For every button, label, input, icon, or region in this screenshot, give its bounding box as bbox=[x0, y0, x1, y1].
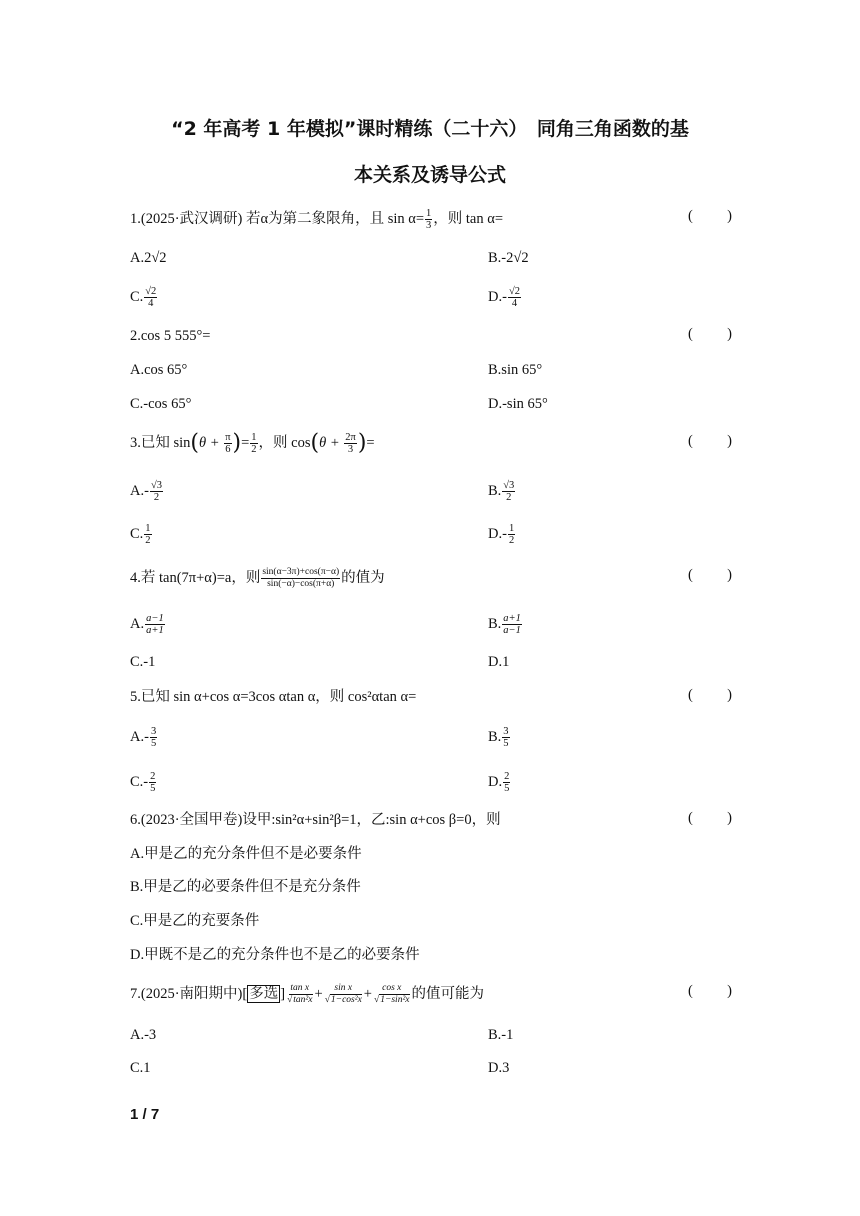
q7-option-d: D.3 bbox=[488, 1060, 510, 1076]
answer-bracket-5: ( ) bbox=[688, 687, 732, 703]
q6-option-d: D.甲既不是乙的充分条件也不是乙的必要条件 bbox=[130, 947, 420, 963]
q2-option-c: C.-cos 65° bbox=[130, 396, 192, 412]
question-5-stem: 5.已知 sin α+cos α=3cos αtan α，则 cos²αtan α= bbox=[130, 689, 417, 705]
q2-option-a: A.cos 65° bbox=[130, 362, 188, 378]
page-number: 1 / 7 bbox=[130, 1106, 160, 1123]
multi-select-tag: 多选 bbox=[249, 985, 279, 1002]
q5-option-c: C.- $\frac{2}{5}$ bbox=[130, 771, 156, 794]
question-6-stem: 6.(2023·全国甲卷)设甲:sin²α+sin²β=1，乙:sin α+cos β=0，则 bbox=[130, 812, 501, 828]
fraction: $\frac{1}{3}$ bbox=[426, 208, 432, 231]
q1-option-c: C. $\frac{√2}{4}$ bbox=[130, 286, 157, 309]
q5-option-b: B. $\frac{3}{5}$ bbox=[488, 726, 509, 749]
q1-option-d: D.- $\frac{√2}{4}$ bbox=[488, 286, 520, 309]
q2-option-d: D.-sin 65° bbox=[488, 396, 548, 412]
q6-option-b: B.甲是乙的必要条件但不是充分条件 bbox=[130, 879, 361, 895]
question-7-stem: 7.(2025·南阳期中)[ 多选 ] $\frac{\text{tan x}}{\text{√tan²x}}$ + $\frac{\text{sin x}}{\text{√1−cos²x}}$ + $\frac{\text{cos x}}{\text{√1−sin²x}}$ 的值可能为 bbox=[130, 983, 485, 1005]
q6-option-a: A.甲是乙的充分条件但不是必要条件 bbox=[130, 846, 362, 862]
q5-option-a: A.- $\frac{3}{5}$ bbox=[130, 726, 157, 749]
q7-option-a: A.-3 bbox=[130, 1027, 157, 1043]
q3-option-a: A.- $\frac{√3}{2}$ bbox=[130, 480, 162, 503]
page-title-line1: “2 年高考 1 年模拟”课时精练（二十六） 同角三角函数的基 bbox=[171, 118, 689, 140]
q4-option-d: D.1 bbox=[488, 654, 510, 670]
answer-bracket-2: ( ) bbox=[688, 326, 732, 342]
q6-option-c: C.甲是乙的充要条件 bbox=[130, 913, 260, 929]
answer-bracket-4: ( ) bbox=[688, 567, 732, 583]
q1-option-a: A.2√2 bbox=[130, 250, 167, 266]
question-1-stem: 1.(2025·武汉调研) 若α为第二象限角，且 sin α= $\frac{1}{3}$ ，则 tan α= bbox=[130, 208, 504, 231]
answer-bracket-7: ( ) bbox=[688, 983, 732, 999]
q1-option-b: B.-2√2 bbox=[488, 250, 529, 266]
q5-option-d: D. $\frac{2}{5}$ bbox=[488, 771, 510, 794]
q2-option-b: B.sin 65° bbox=[488, 362, 543, 378]
q3-option-b: B. $\frac{√3}{2}$ bbox=[488, 480, 515, 503]
q4-option-c: C.-1 bbox=[130, 654, 156, 670]
q4-option-a: A. $\frac{a-1}{a+1}$ bbox=[130, 613, 164, 636]
answer-bracket-3: ( ) bbox=[688, 433, 732, 449]
page-title-line2: 本关系及诱导公式 bbox=[353, 164, 506, 186]
question-3-stem: 3.已知 sin(θ + $\frac{\pi}{6}$ )= $\frac{1}{2}$ ，则 cos(θ + $\frac{2\pi}{3}$ )= bbox=[130, 430, 375, 456]
answer-bracket-1: ( ) bbox=[688, 208, 732, 224]
q7-option-c: C.1 bbox=[130, 1060, 151, 1076]
q7-option-b: B.-1 bbox=[488, 1027, 514, 1043]
q4-option-b: B. $\frac{a+1}{a-1}$ bbox=[488, 613, 521, 636]
question-2-stem: 2.cos 5 555°= bbox=[130, 328, 211, 344]
question-4-stem: 4.若 tan(7π+α)=a，则 $\frac{\sin(\alpha-3\pi)+\cos(\pi-\alpha)}{\sin(-\alpha)-\cos(\pi+\alpha)}$ 的值为 bbox=[130, 567, 385, 589]
q3-option-d: D.- $\frac{1}{2}$ bbox=[488, 523, 515, 546]
q3-option-c: C. $\frac{1}{2}$ bbox=[130, 523, 151, 546]
answer-bracket-6: ( ) bbox=[688, 810, 732, 826]
